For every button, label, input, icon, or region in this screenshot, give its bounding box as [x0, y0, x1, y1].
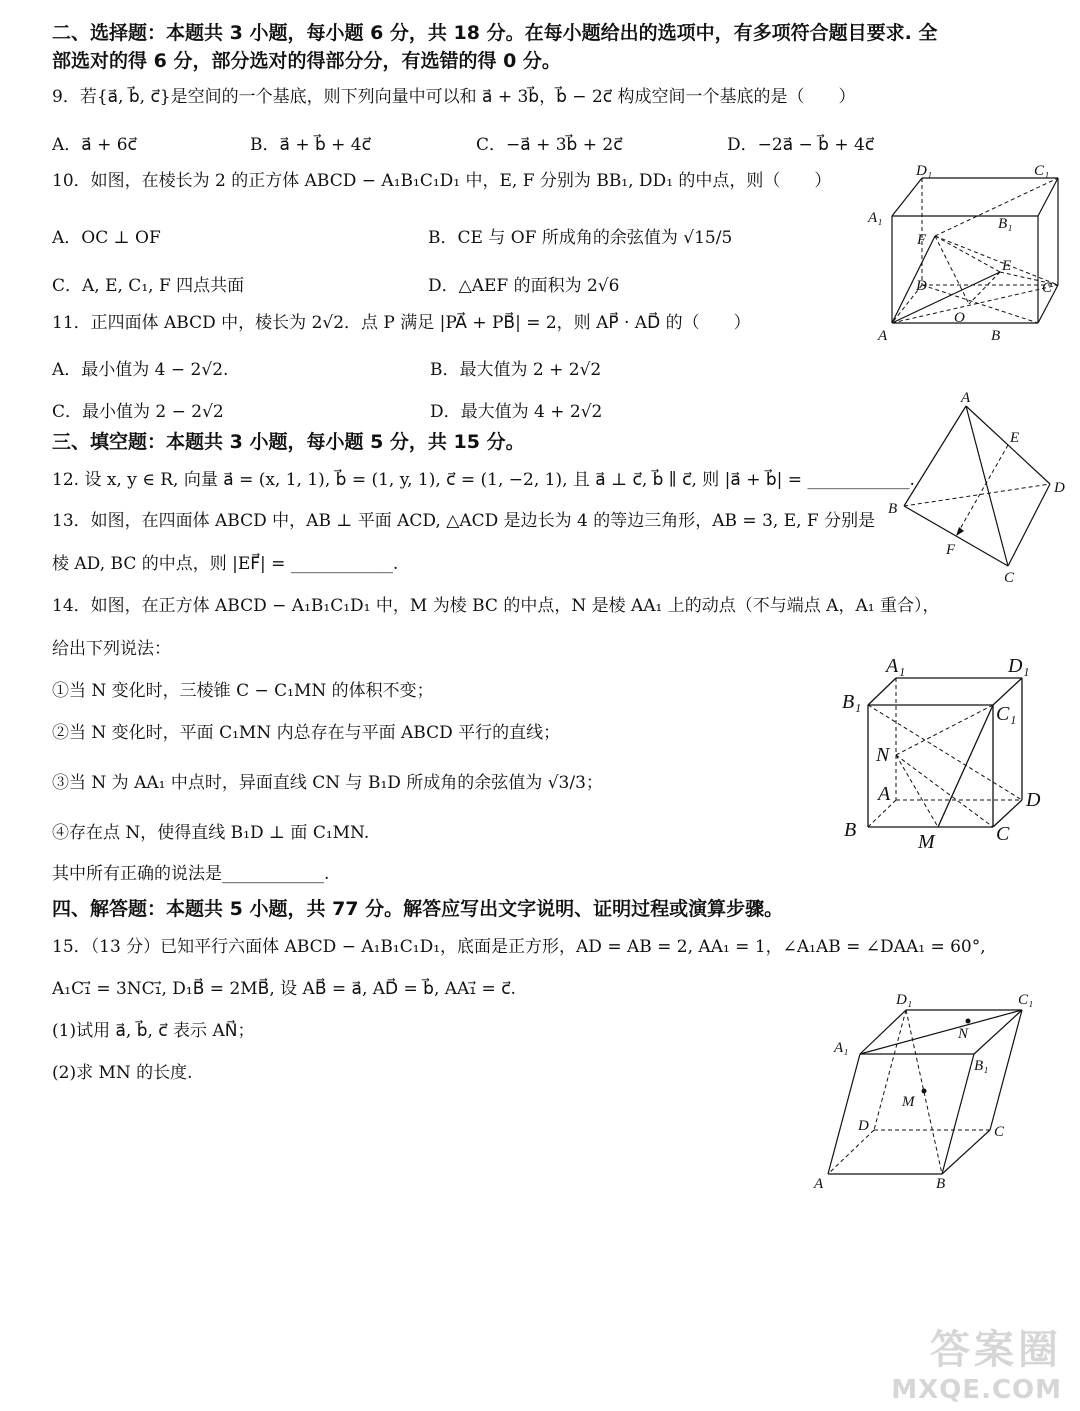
section-4-heading: 四、解答题：本题共 5 小题，共 77 分。解答应写出文字说明、证明过程或演算步骤。	[52, 898, 784, 920]
question-10-option-a: A．OC ⊥ OF	[52, 228, 161, 248]
question-9-stem: 9．若{a⃗, b⃗, c⃗}是空间的一个基底，则下列向量中可以和 a⃗ + 3b⃗，b⃗ − 2c⃗ 构成空间一个基底的是（ ）	[52, 87, 856, 107]
cube2-label-d1: D₁	[1008, 655, 1030, 677]
question-14-stem: 14．如图，在正方体 ABCD − A₁B₁C₁D₁ 中，M 为棱 BC 的中点，N 是棱 AA₁ 上的动点（不与端点 A，A₁ 重合），	[52, 596, 940, 616]
cube1-label-c1: C₁	[1034, 163, 1050, 179]
cube2-label-d: D	[1026, 789, 1041, 811]
cube2-label-m: M	[918, 831, 935, 853]
cube2-label-b: B	[844, 819, 857, 841]
tetra-label-d: D	[1054, 480, 1065, 496]
question-11-option-c: C．最小值为 2 − 2√2	[52, 402, 224, 422]
watermark-logo: 答案圈 MXQE.COM	[891, 1327, 1062, 1405]
question-9-option-c: C．−a⃗ + 3b⃗ + 2c⃗	[476, 135, 623, 155]
cube1-label-d1: D₁	[916, 163, 933, 179]
question-11-stem: 11．正四面体 ABCD 中，棱长为 2√2．点 P 满足 |PA⃗ + PB⃗| = 2，则 AP⃗ · AD⃗ 的（ ）	[52, 313, 751, 333]
para-label-a: A	[814, 1176, 824, 1192]
cube1-label-d: D	[916, 278, 927, 294]
cube2-label-c: C	[996, 823, 1010, 845]
cube1-label-e: E	[1002, 258, 1012, 274]
question-11-option-b: B．最大值为 2 + 2√2	[430, 360, 602, 380]
question-14-statement-3: ③当 N 为 AA₁ 中点时，异面直线 CN 与 B₁D 所成角的余弦值为 √3/3；	[52, 773, 603, 793]
tetra-label-c: C	[1004, 570, 1015, 586]
cube2-label-a: A	[878, 783, 891, 805]
cube1-label-a: A	[878, 328, 888, 344]
question-10-option-d: D．△AEF 的面积为 2√6	[428, 276, 620, 296]
question-15-part2: (2)求 MN 的长度.	[52, 1063, 193, 1083]
question-15-line2: A₁C₁⃗ = 3NC₁⃗, D₁B⃗ = 2MB⃗, 设 AB⃗ = a⃗, AD⃗ = b⃗, AA₁⃗ = c⃗.	[52, 979, 516, 999]
cube1-label-b1: B₁	[998, 216, 1013, 232]
para-label-c: C	[994, 1124, 1005, 1140]
question-15-part1: (1)试用 a⃗, b⃗, c⃗ 表示 AN⃗；	[52, 1021, 255, 1041]
question-9-option-b: B．a⃗ + b⃗ + 4c⃗	[250, 135, 371, 155]
cube2-label-b1: B₁	[842, 691, 862, 713]
para-label-c1: C₁	[1018, 992, 1034, 1008]
question-9-option-d: D．−2a⃗ − b⃗ + 4c⃗	[727, 135, 875, 155]
question-12-text: 12. 设 x, y ∈ R, 向量 a⃗ = (x, 1, 1), b⃗ = (1, y, 1), c⃗ = (1, −2, 1), 且 a⃗ ⊥ c⃗, b⃗ ∥ c⃗, 则 |a⃗ + b⃗| = ____________.	[52, 470, 915, 490]
cube2-label-a1: A₁	[886, 655, 906, 677]
para-label-d1: D₁	[896, 992, 913, 1008]
cube1-label-a1: A₁	[868, 210, 883, 226]
question-14-ask: 其中所有正确的说法是____________.	[52, 864, 330, 884]
section-2-heading-line2: 部选对的得 6 分，部分选对的得部分分，有选错的得 0 分。	[52, 50, 561, 72]
question-10-option-c: C．A, E, C₁, F 四点共面	[52, 276, 245, 296]
section-3-heading: 三、填空题：本题共 3 小题，每小题 5 分，共 15 分。	[52, 431, 525, 453]
tetra-label-f: F	[946, 542, 956, 558]
point-m	[922, 1089, 927, 1094]
question-13-line1: 13．如图，在四面体 ABCD 中，AB ⊥ 平面 ACD, △ACD 是边长为 4 的等边三角形，AB = 3, E, F 分别是	[52, 511, 876, 531]
cube1-label-c: C	[1042, 280, 1053, 296]
question-14-statement-4: ④存在点 N，使得直线 B₁D ⊥ 面 C₁MN.	[52, 823, 370, 843]
cube1-label-o: O	[954, 310, 965, 326]
question-14-statement-2: ②当 N 变化时，平面 C₁MN 内总存在与平面 ABCD 平行的直线；	[52, 723, 561, 743]
tetra-label-a: A	[961, 390, 971, 406]
question-13-line2: 棱 AD, BC 的中点，则 |EF⃗| = ____________.	[52, 554, 399, 574]
question-15-line1: 15．（13 分）已知平行六面体 ABCD − A₁B₁C₁D₁，底面是正方形，AD = AB = 2, AA₁ = 1，∠A₁AB = ∠DAA₁ = 60°,	[52, 937, 986, 957]
para-label-b: B	[936, 1176, 946, 1192]
cube2-label-n: N	[876, 744, 890, 766]
point-n	[966, 1019, 971, 1024]
tetrahedron-figure-q13	[882, 388, 1074, 588]
parallelepiped-figure-q15	[808, 980, 1043, 1195]
cube1-label-b: B	[991, 328, 1001, 344]
tetra-label-b: B	[888, 501, 898, 517]
tetra-label-e: E	[1010, 430, 1020, 446]
cube1-label-f: F	[917, 232, 927, 248]
cube2-label-c1: C₁	[996, 703, 1017, 725]
para-label-m: M	[902, 1094, 915, 1110]
para-label-d: D	[858, 1118, 869, 1134]
para-label-b1: B₁	[974, 1058, 989, 1074]
section-2-heading-line1: 二、选择题：本题共 3 小题，每小题 6 分，共 18 分。在每小题给出的选项中，有多项符合题目要求. 全	[52, 22, 938, 44]
question-10-stem: 10．如图，在棱长为 2 的正方体 ABCD − A₁B₁C₁D₁ 中，E, F 分别为 BB₁, DD₁ 的中点，则（ ）	[52, 171, 832, 191]
question-14-statement-1: ①当 N 变化时，三棱锥 C − C₁MN 的体积不变；	[52, 681, 434, 701]
question-11-option-d: D．最大值为 4 + 2√2	[430, 402, 603, 422]
cube-figure-q14	[838, 650, 1053, 855]
question-14-intro: 给出下列说法：	[52, 639, 171, 659]
para-label-n: N	[958, 1026, 969, 1042]
cube-figure-q10	[860, 158, 1065, 348]
question-10-option-b: B．CE 与 OF 所成角的余弦值为 √15/5	[428, 228, 733, 248]
para-label-a1: A₁	[834, 1040, 849, 1056]
question-11-option-a: A．最小值为 4 − 2√2.	[52, 360, 229, 380]
question-9-option-a: A．a⃗ + 6c⃗	[52, 135, 137, 155]
